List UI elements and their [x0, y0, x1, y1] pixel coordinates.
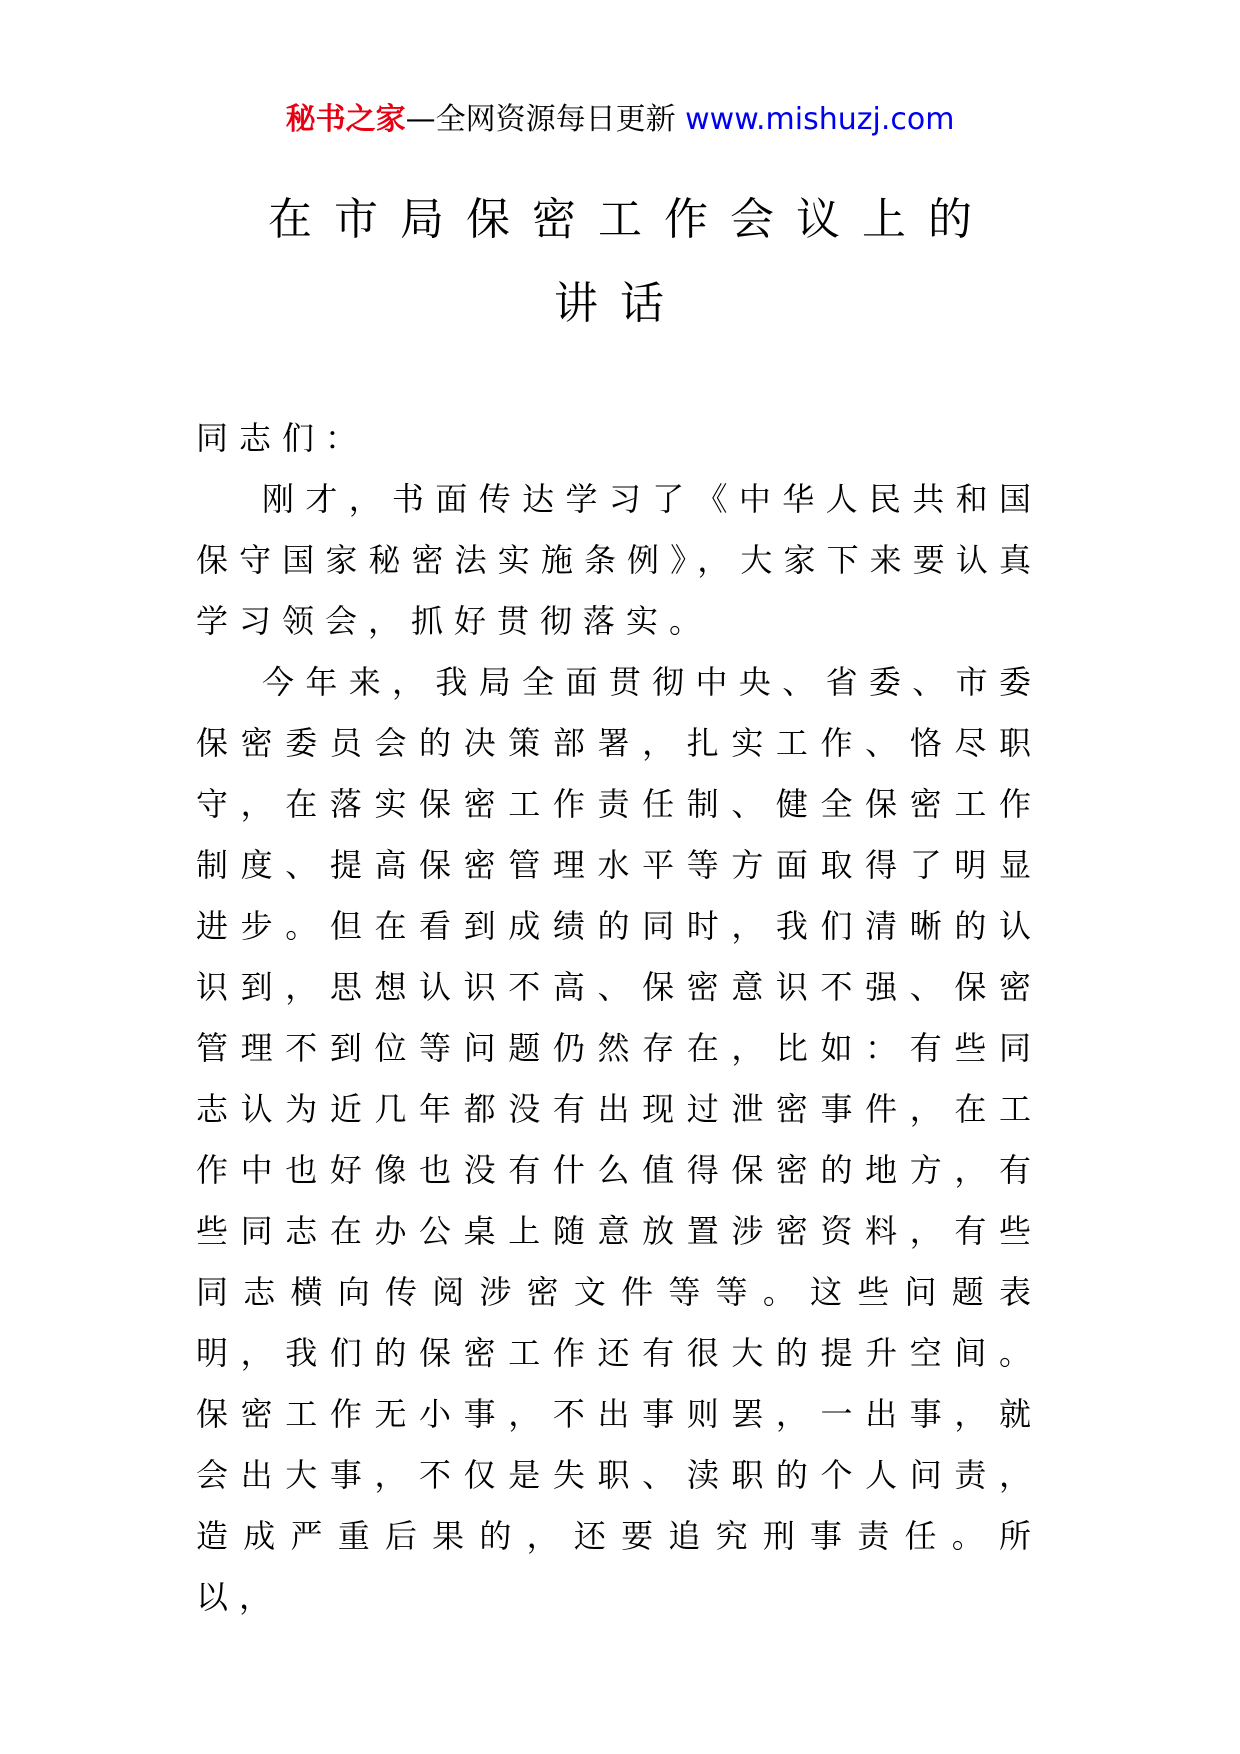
brand-name: 秘书之家 [285, 102, 406, 137]
paragraph-2: 今年来，我局全面贯彻中央、省委、市委保密委员会的决策部署，扎实工作、恪尽职守，在落实保密工作责任制、健全保密工作制度、提高保密管理水平等方面取得了明显进步。但在看到成绩的同时，我们清晰的认识到，思想认识不高、保密意识不强、保密管理不到位等问题仍然存在，比如：有些同志认为近几年都没有出现过泄密事件，在工作中也好像也没有什么值得保密的地方，有些同志在办公桌上随意放置涉密资料，有些同志横向传阅涉密文件等等。这些问题表明，我们的保密工作还有很大的提升空间。保密工作无小事，不出事则罢，一出事，就会出大事，不仅是失职、渎职的个人问责，造成严重后果的，还要追究刑事责任。所以， [196, 663, 1042, 1616]
salutation: 同志们： [196, 419, 369, 457]
paragraph-1: 刚才，书面传达学习了《中华人民共和国保守国家秘密法实施条例》，大家下来要认真学习领会，抓好贯彻落实。 [196, 480, 1042, 640]
site-banner [0, 100, 1240, 140]
document-title: 在市局保密工作会议上的讲话 [268, 194, 994, 329]
banner-tagline: —全网资源每日更新 [405, 102, 676, 137]
document-body [196, 408, 1042, 1628]
site-url-link[interactable]: www.mishuzj.com [685, 102, 955, 137]
